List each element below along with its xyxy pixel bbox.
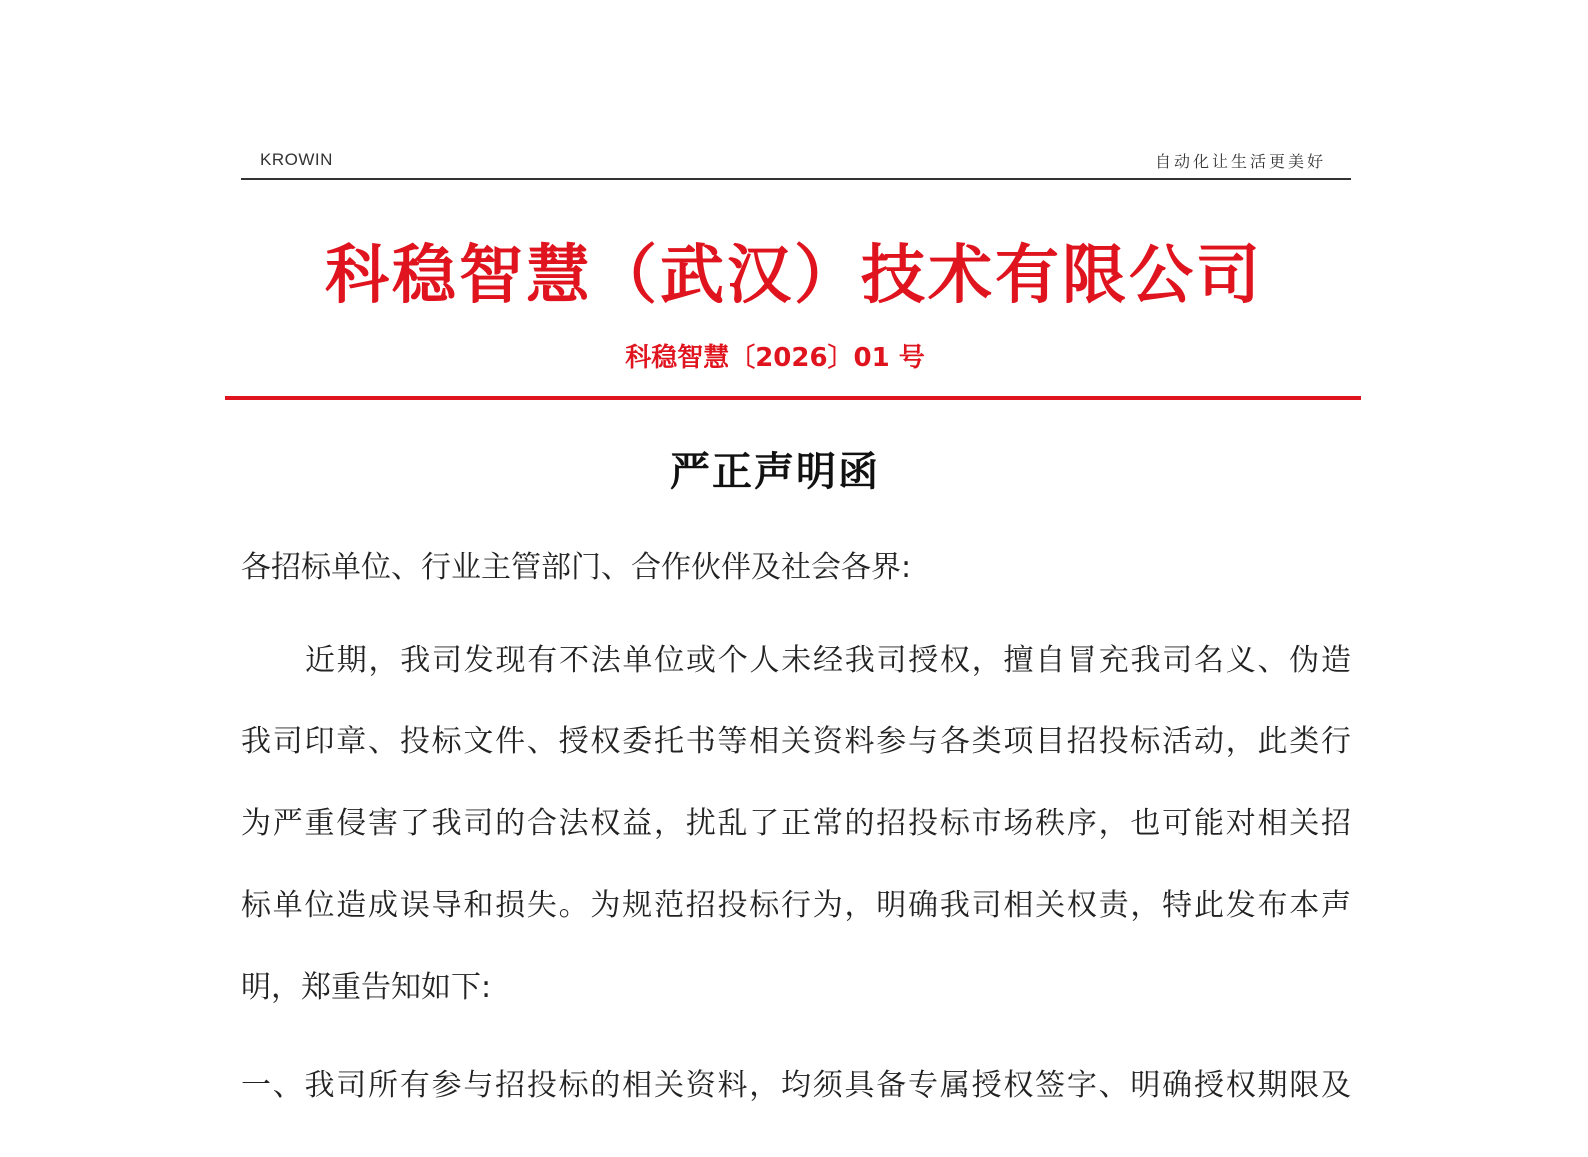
header-brand: KROWIN bbox=[260, 150, 333, 169]
paragraph-line: 明，郑重告知如下: bbox=[241, 970, 492, 1005]
document-number: 科稳智慧〔2026〕01 号 bbox=[625, 343, 925, 373]
paragraph-line: 我司印章、投标文件、授权委托书等相关资料参与各类项目招投标活动，此类行 bbox=[241, 724, 1351, 759]
salutation: 各招标单位、行业主管部门、合作伙伴及社会各界: bbox=[241, 550, 912, 585]
paragraph-line: 近期，我司发现有不法单位或个人未经我司授权，擅自冒充我司名义、伪造 bbox=[305, 643, 1351, 678]
paragraph-line: 为严重侵害了我司的合法权益，扰乱了正常的招投标市场秩序，也可能对相关招 bbox=[241, 806, 1351, 841]
list-item-line: 一、我司所有参与招投标的相关资料，均须具备专属授权签字、明确授权期限及 bbox=[241, 1068, 1351, 1103]
paragraph-line: 标单位造成误导和损失。为规范招投标行为，明确我司相关权责，特此发布本声 bbox=[241, 888, 1351, 923]
header-slogan: 自动化让生活更美好 bbox=[1154, 152, 1326, 171]
letter-title: 严正声明函 bbox=[670, 448, 880, 495]
red-divider bbox=[225, 396, 1361, 400]
header-divider bbox=[241, 178, 1351, 180]
organization-title: 科稳智慧（武汉）技术有限公司 bbox=[325, 239, 1263, 313]
